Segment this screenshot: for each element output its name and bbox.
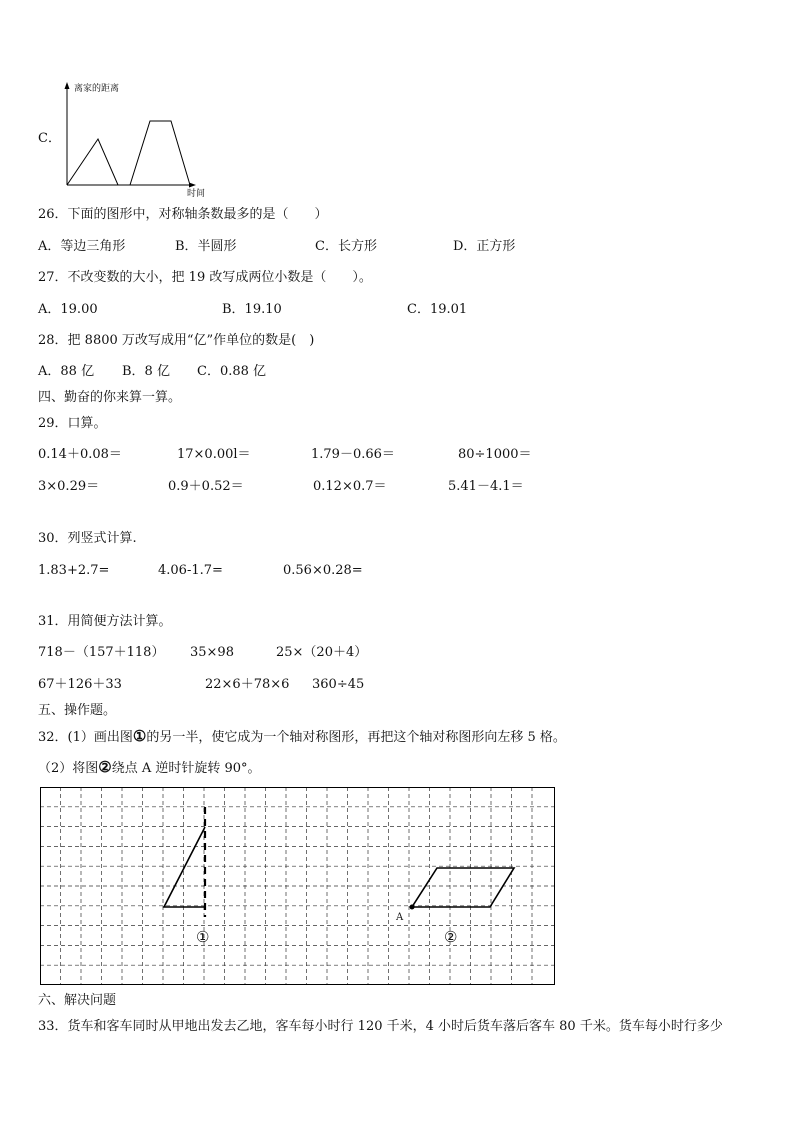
figure2-parallelogram (412, 868, 514, 907)
q32-part1-text-a: 32．(1）画出图 (38, 730, 133, 745)
q29-item: 0.9＋0.52＝ (168, 479, 244, 494)
q30-item: 0.56×0.28= (283, 563, 363, 578)
q30-item: 4.06-1.7= (158, 563, 223, 578)
q27-option-a: A．19.00 (38, 302, 98, 317)
q31-item: 22×6＋78×6 (205, 677, 290, 692)
q27-option-c: C．19.01 (407, 302, 468, 317)
q30-stem: 30．列竖式计算. (38, 531, 137, 546)
q28-option-c: C．0.88 亿 (197, 364, 267, 379)
q31-item: 67＋126＋33 (38, 677, 122, 692)
square-grid (40, 787, 556, 986)
q31-item: 360÷45 (312, 677, 365, 692)
q28-stem: 28．把 8800 万改写成用“亿”作单位的数是( ) (38, 333, 315, 348)
q26-option-a: A．等边三角形 (38, 239, 126, 254)
point-a-dot (410, 905, 415, 910)
q26-stem: 26．下面的图形中，对称轴条数最多的是（ ） (38, 207, 328, 222)
q31-item: 718－（157＋118） (38, 645, 165, 660)
figure1-circle-label: ① (132, 727, 147, 745)
q26-option-d: D．正方形 (453, 239, 516, 254)
figure2-circle-label: ② (98, 758, 112, 776)
q31-stem: 31．用简便方法计算。 (38, 614, 172, 629)
q32-part1-text-b: 的另一半，使它成为一个轴对称图形，再把这个轴对称图形向左移 5 格。 (146, 730, 566, 745)
q32-part2 (38, 759, 261, 777)
section5-heading: 五、操作题。 (38, 703, 117, 718)
q31-item: 25×（20＋4） (276, 645, 368, 660)
option-c-label: C． (38, 131, 61, 146)
section4-heading: 四、勤奋的你来算一算。 (38, 390, 182, 405)
q33-stem: 33．货车和客车同时从甲地出发去乙地，客车每小时行 120 千米，4 小时后货车落后客车 80 千米。货车每小时行多少 (38, 1019, 723, 1034)
q29-item: 0.12×0.7＝ (313, 479, 387, 494)
point-a-label: A (396, 912, 404, 923)
q29-item: 0.14＋0.08＝ (38, 447, 122, 462)
q32-part2-text-a: （2）将图 (38, 761, 99, 776)
figure1-label: ① (196, 928, 210, 946)
q28-option-a: A．88 亿 (38, 364, 95, 379)
q32-part1 (38, 728, 566, 746)
figure2-label: ② (444, 928, 458, 946)
q29-item: 3×0.29＝ (38, 479, 100, 494)
q28-option-b: B．8 亿 (122, 364, 170, 379)
q30-item: 1.83+2.7= (38, 563, 110, 578)
figure1-half-triangle (164, 827, 205, 907)
grid-horizontal-lines (40, 807, 555, 965)
q26-option-b: B．半圆形 (175, 239, 237, 254)
graph-y-axis-label: 离家的距离 (74, 84, 120, 94)
q31-item: 35×98 (190, 645, 234, 660)
q29-stem: 29．口算。 (38, 416, 107, 431)
y-axis-arrow (65, 82, 70, 89)
q29-item: 5.41－4.1＝ (448, 479, 524, 494)
graph-x-axis-label: 时间 (187, 189, 206, 199)
q26-option-c: C．长方形 (315, 239, 377, 254)
q29-item: 80÷1000＝ (458, 447, 532, 462)
q27-stem: 27．不改变数的大小，把 19 改写成两位小数是（ ）。 (38, 270, 372, 285)
distance-line (67, 121, 190, 185)
q27-option-b: B．19.10 (222, 302, 282, 317)
section6-heading: 六、解决问题 (38, 993, 117, 1008)
q32-part2-text-b: 绕点 A 逆时针旋转 90°。 (111, 761, 261, 776)
q29-item: 1.79－0.66＝ (311, 447, 395, 462)
q29-item: 17×0.00l＝ (177, 447, 251, 462)
